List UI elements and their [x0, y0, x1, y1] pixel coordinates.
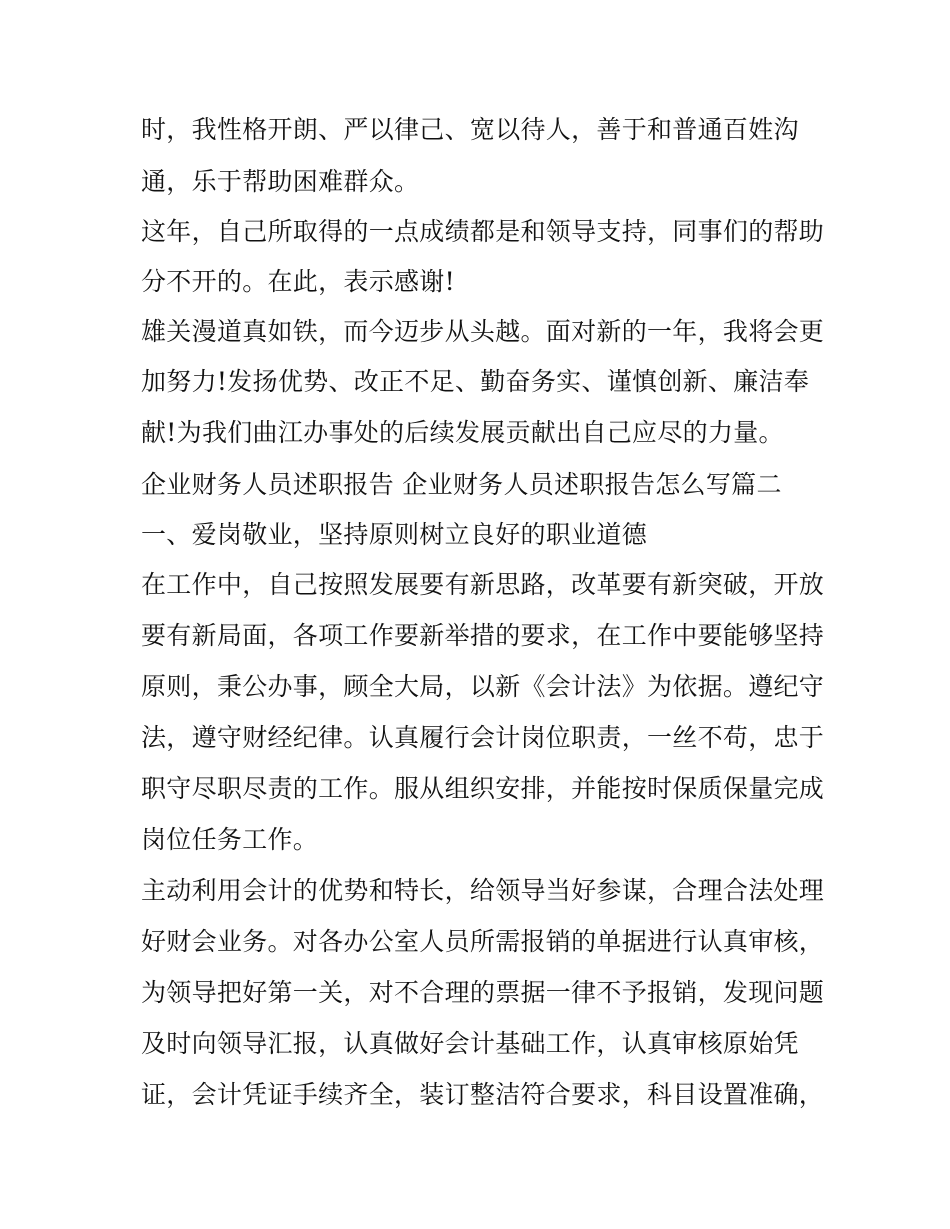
- text-line: 要有新局面，各项工作要新举措的要求，在工作中要能够坚持: [141, 621, 825, 650]
- text-line: 时，我性格开朗、严以律己、宽以待人，善于和普通百姓沟: [141, 115, 799, 144]
- text-line: 及时向领导汇报，认真做好会计基础工作，认真审核原始凭: [141, 1029, 799, 1058]
- text-line: 在工作中，自己按照发展要有新思路，改革要有新突破，开放: [141, 570, 825, 599]
- text-line: 为领导把好第一关，对不合理的票据一律不予报销，发现问题: [141, 978, 825, 1007]
- text-line: 献!为我们曲江办事处的后续发展贡献出自己应尽的力量。: [141, 418, 784, 447]
- subsection-heading: 一、爱岗敬业，坚持原则树立良好的职业道德: [141, 520, 648, 549]
- section-heading: 企业财务人员述职报告 企业财务人员述职报告怎么写篇二: [141, 470, 782, 499]
- text-line: 通，乐于帮助困难群众。: [141, 167, 420, 196]
- text-line: 证，会计凭证手续齐全，装订整洁符合要求，科目设置准确，: [141, 1080, 825, 1109]
- text-line: 岗位任务工作。: [141, 825, 319, 854]
- text-line: 这年，自己所取得的一点成绩都是和领导支持，同事们的帮助: [141, 217, 825, 246]
- text-line: 主动利用会计的优势和特长，给领导当好参谋，合理合法处理: [141, 876, 825, 905]
- text-line: 好财会业务。对各办公室人员所需报销的单据进行认真审核，: [141, 927, 825, 956]
- text-line: 加努力!发扬优势、改正不足、勤奋务实、谨慎创新、廉洁奉: [141, 367, 810, 396]
- text-line: 法，遵守财经纪律。认真履行会计岗位职责，一丝不苟，忠于: [141, 723, 825, 752]
- text-line: 原则，秉公办事，顾全大局，以新《会计法》为依据。遵纪守: [141, 672, 825, 701]
- text-line: 分不开的。在此，表示感谢!: [141, 267, 455, 296]
- text-line: 雄关漫道真如铁，而今迈步从头越。面对新的一年，我将会更: [141, 317, 825, 346]
- text-line: 职守尽职尽责的工作。服从组织安排，并能按时保质保量完成: [141, 774, 825, 803]
